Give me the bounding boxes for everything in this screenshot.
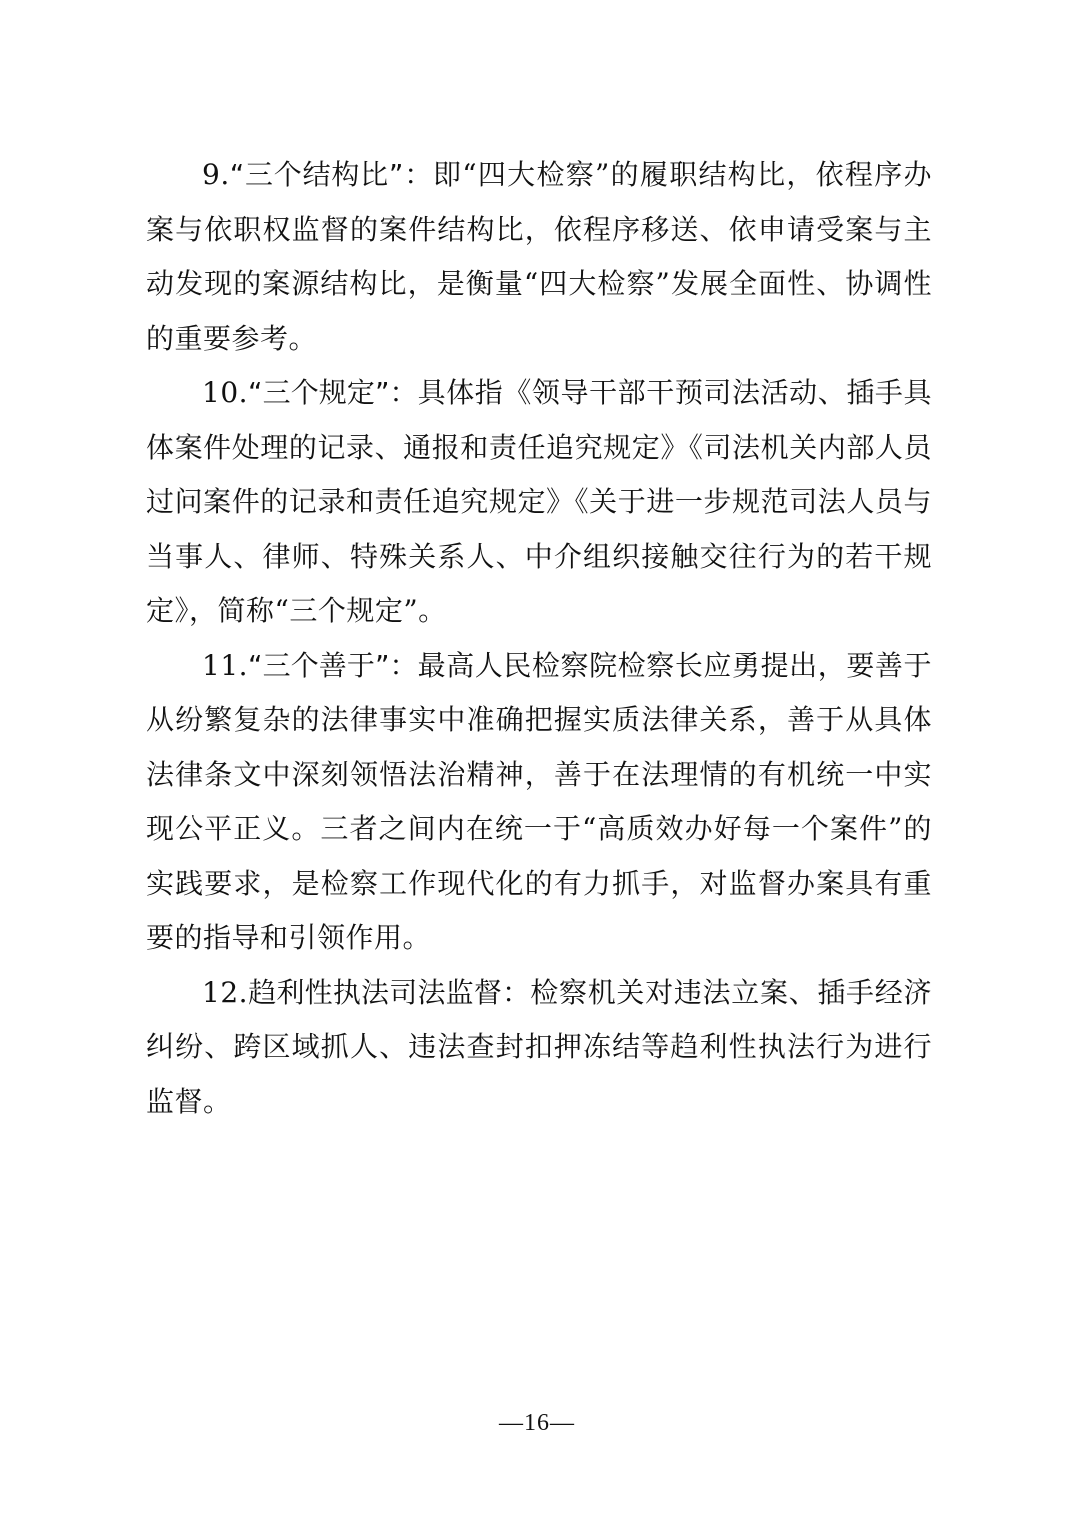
page-number: —16— — [499, 1410, 575, 1436]
entry-number: 9. — [202, 158, 230, 191]
document-body — [146, 148, 932, 1129]
entry-number: 10. — [202, 376, 249, 409]
entry-term: 趋利性执法司法监督： — [248, 975, 531, 1009]
entry-definition: 具体指《领导干部干预司法活动、插手具体案件处理的记录、通报和责任追究规定》《司法机关内部人员过问案件的记录和责任追究规定》《关于进一步规范司法人员与当事人、律师、特殊关系人、中介组织接触交往行为的若干规定》，简称“三个规定”。 — [146, 376, 932, 627]
glossary-entry-9 — [146, 148, 932, 366]
glossary-entry-12 — [146, 966, 932, 1130]
entry-term: “三个结构比”： — [229, 158, 434, 191]
entry-number: 11. — [202, 648, 249, 682]
entry-term: “三个善于”： — [248, 648, 418, 682]
entry-definition: 即“四大检察”的履职结构比，依程序办案与依职权监督的案件结构比，依程序移送、依申请受案与主动发现的案源结构比，是衡量“四大检察”发展全面性、协调性的重要参考。 — [146, 158, 932, 355]
entry-number: 12. — [202, 975, 249, 1009]
glossary-entry-11 — [146, 639, 932, 966]
entry-definition: 检察机关对违法立案、插手经济纠纷、跨区域抓人、违法查封扣押冻结等趋利性执法行为进行监督。 — [146, 975, 932, 1118]
entry-definition: 最高人民检察院检察长应勇提出，要善于从纷繁复杂的法律事实中准确把握实质法律关系，善于从具体法律条文中深刻领悟法治精神，善于在法理情的有机统一中实现公平正义。三者之间内在统一于“高质效办好每一个案件”的实践要求，是检察工作现代化的有力抓手，对监督办案具有重要的指导和引领作用。 — [146, 648, 932, 954]
glossary-entry-10 — [146, 366, 932, 639]
entry-term: “三个规定”： — [248, 376, 418, 409]
